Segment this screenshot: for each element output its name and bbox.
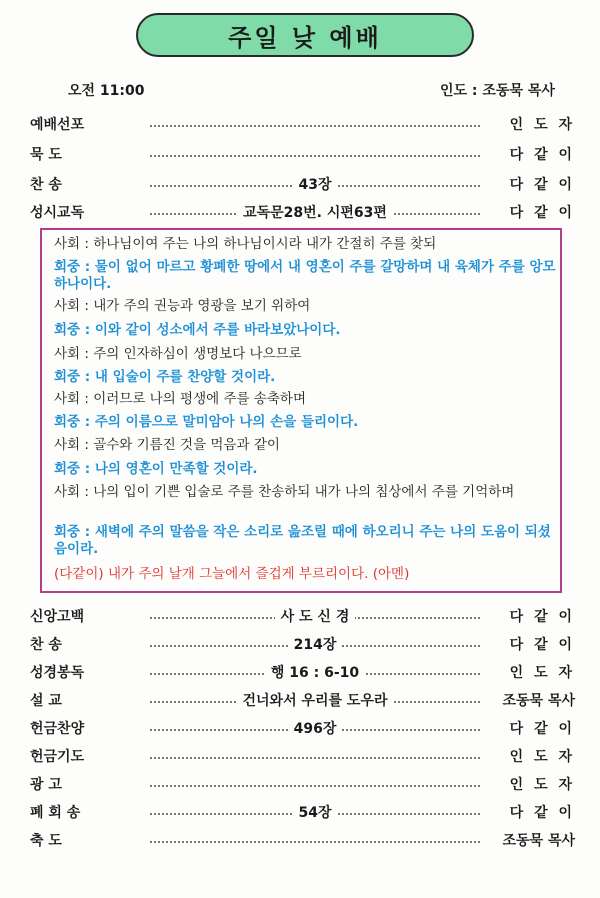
order-row: [30, 830, 575, 852]
dot-leader: [150, 144, 480, 157]
order-role: 다 같 이: [509, 147, 575, 163]
order-row: [30, 774, 575, 796]
congregation-line: 회중 : 나의 영혼이 만족할 것이라.: [54, 461, 258, 477]
order-row: [30, 114, 575, 136]
order-role: 인 도 자: [509, 749, 575, 765]
congregation-line: 회중 : 이와 같이 성소에서 주를 바라보았나이다.: [54, 322, 341, 338]
order-role: 다 같 이: [509, 805, 575, 821]
order-label: 폐 회 송: [30, 805, 81, 821]
order-role: 다 같 이: [509, 721, 575, 737]
order-role: 인 도 자: [509, 777, 575, 793]
order-label: 성경봉독: [30, 665, 85, 681]
order-detail: 사 도 신 경: [150, 606, 480, 626]
order-label: 묵 도: [30, 147, 62, 163]
dot-leader: [150, 774, 480, 787]
order-role: 다 같 이: [509, 177, 575, 193]
order-row: [30, 634, 575, 656]
leader-line: 사회 : 골수와 기름진 것을 먹음과 같이: [54, 437, 280, 453]
order-label: 광 고: [30, 777, 62, 793]
order-detail: 54장: [150, 802, 480, 822]
order-role: 다 같 이: [509, 637, 575, 653]
order-detail: 건너와서 우리를 도우라: [150, 690, 480, 710]
order-label: 찬 송: [30, 177, 62, 193]
order-role: 인 도 자: [509, 665, 575, 681]
congregation-line: 회중 : 물이 없어 마르고 황폐한 땅에서 내 영혼이 주를 갈망하며 내 육체가 주를 앙모하나이다.: [54, 259, 556, 292]
leader-line: 사회 : 내가 주의 권능과 영광을 보기 위하여: [54, 298, 311, 314]
order-row: [30, 606, 575, 628]
order-role: 조동묵 목사: [502, 833, 575, 849]
service-leader: 인도 : 조동묵 목사: [440, 83, 555, 99]
order-row: [30, 202, 575, 224]
order-row: [30, 174, 575, 196]
leader-line: 사회 : 이러므로 나의 평생에 주를 송축하며: [54, 391, 306, 407]
dot-leader: [150, 746, 480, 759]
order-detail: 214장: [150, 634, 480, 654]
order-detail: 43장: [150, 174, 480, 194]
order-detail: 496장: [150, 718, 480, 738]
leader-line: 사회 : 하나님이여 주는 나의 하나님이시라 내가 간절히 주를 찾되: [54, 236, 437, 252]
order-detail: 행 16 : 6-10: [150, 662, 480, 682]
order-role: 인 도 자: [509, 117, 575, 133]
order-row: [30, 690, 575, 712]
order-row: [30, 144, 575, 166]
leader-line: 사회 : 나의 입이 기쁜 입술로 주를 찬송하되 내가 나의 침상에서 주를 기억하며: [54, 484, 515, 500]
congregation-line: 회중 : 주의 이름으로 말미암아 나의 손을 들리이다.: [54, 414, 359, 430]
order-label: 찬 송: [30, 637, 62, 653]
order-label: 성시교독: [30, 205, 85, 221]
congregation-line: 회중 : 새벽에 주의 말씀을 작은 소리로 읊조릴 때에 하오리니 주는 나의 도움이 되셨음이라.: [54, 524, 551, 557]
order-row: [30, 802, 575, 824]
order-label: 헌금찬양: [30, 721, 85, 737]
order-role: 조동묵 목사: [502, 693, 575, 709]
page-title: 주일 낮 예배: [136, 13, 474, 57]
dot-leader: [150, 830, 480, 843]
order-label: 헌금기도: [30, 749, 85, 765]
unison-line: (다같이) 내가 주의 날개 그늘에서 즐겁게 부르리이다. (아멘): [54, 566, 410, 582]
order-label: 설 교: [30, 693, 62, 709]
order-detail: 교독문28번. 시편63편: [150, 202, 480, 222]
order-role: 다 같 이: [509, 205, 575, 221]
order-role: 다 같 이: [509, 609, 575, 625]
order-row: [30, 662, 575, 684]
order-label: 신앙고백: [30, 609, 85, 625]
leader-line: 사회 : 주의 인자하심이 생명보다 나으므로: [54, 346, 302, 362]
service-time: 오전 11:00: [68, 83, 145, 99]
order-row: [30, 718, 575, 740]
congregation-line: 회중 : 내 입술이 주를 찬양할 것이라.: [54, 369, 276, 385]
order-label: 예배선포: [30, 117, 85, 133]
order-label: 축 도: [30, 833, 62, 849]
order-row: [30, 746, 575, 768]
dot-leader: [150, 114, 480, 127]
